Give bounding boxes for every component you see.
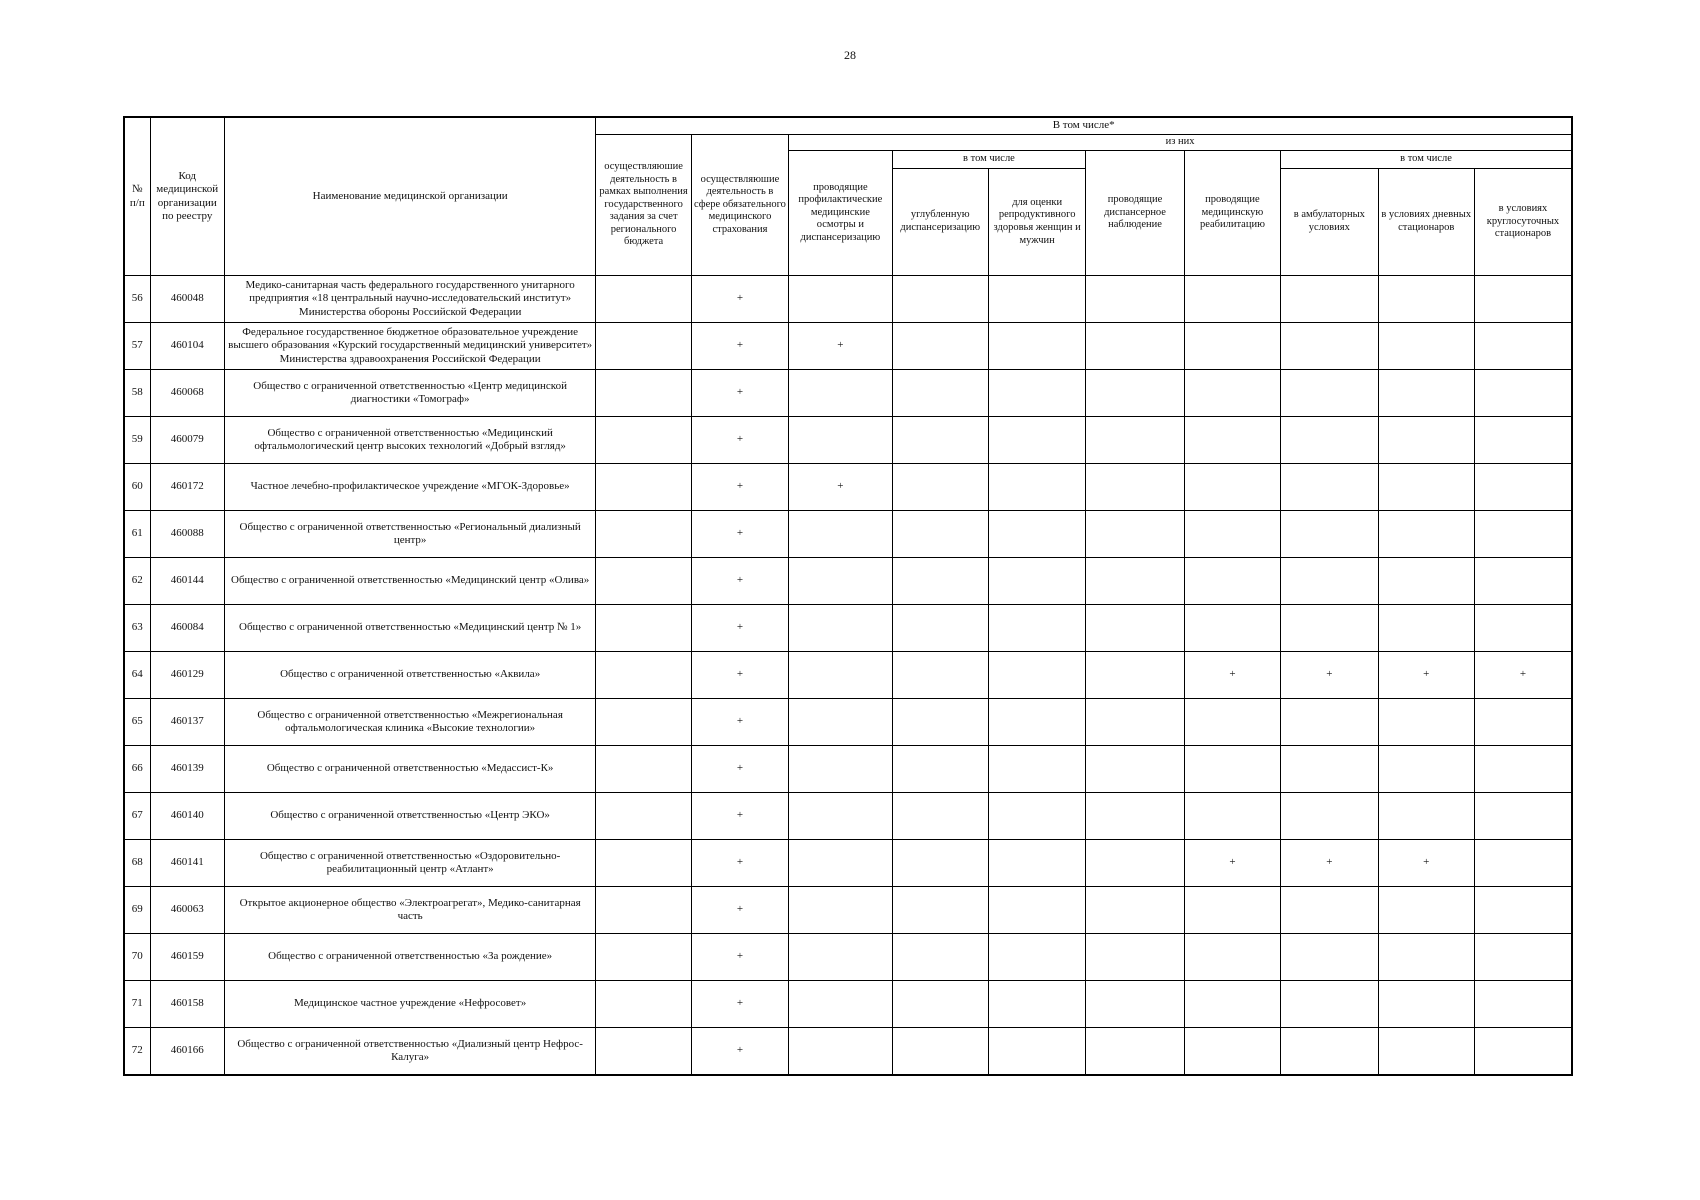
table-row <box>124 746 1572 793</box>
table-row <box>124 605 1572 652</box>
table-row <box>124 464 1572 511</box>
row-mark: + <box>691 652 788 699</box>
row-mark <box>1184 464 1280 511</box>
row-mark <box>1474 793 1572 840</box>
row-name: Открытое акционерное общество «Электроагрегат», Медико-санитарная часть <box>224 887 596 934</box>
row-mark <box>596 417 691 464</box>
row-mark <box>596 887 691 934</box>
row-mark <box>1474 558 1572 605</box>
row-name: Общество с ограниченной ответственностью «За рождение» <box>224 934 596 981</box>
row-mark <box>1474 605 1572 652</box>
row-code: 460104 <box>150 323 224 370</box>
row-mark <box>1281 746 1378 793</box>
row-mark <box>988 887 1085 934</box>
row-mark <box>988 417 1085 464</box>
table-row <box>124 840 1572 887</box>
row-mark <box>892 934 988 981</box>
row-mark <box>789 605 892 652</box>
row-code: 460144 <box>150 558 224 605</box>
row-mark <box>1474 370 1572 417</box>
row-mark: + <box>1378 840 1474 887</box>
row-num: 69 <box>124 887 150 934</box>
row-name: Общество с ограниченной ответственностью «Центр медицинской диагностики «Томограф» <box>224 370 596 417</box>
row-mark: + <box>691 887 788 934</box>
row-mark <box>1184 370 1280 417</box>
row-mark <box>1378 464 1474 511</box>
row-mark <box>988 981 1085 1028</box>
row-mark <box>789 981 892 1028</box>
row-mark <box>892 1028 988 1075</box>
medical-organizations-table <box>123 116 1573 1076</box>
row-num: 66 <box>124 746 150 793</box>
row-mark <box>1086 323 1184 370</box>
row-mark: + <box>691 558 788 605</box>
row-mark <box>1378 934 1474 981</box>
row-mark <box>1474 699 1572 746</box>
row-mark <box>1281 276 1378 323</box>
row-mark: + <box>1378 652 1474 699</box>
row-mark <box>789 699 892 746</box>
header-rehab: проводящие медицинскую реабилитацию <box>1184 151 1280 276</box>
header-budget: осуществляюшие деятельность в рамках выполнения государственного задания за счет регионального бюджета <box>596 135 691 276</box>
table-row <box>124 511 1572 558</box>
row-name: Общество с ограниченной ответственностью «Центр ЭКО» <box>224 793 596 840</box>
row-mark <box>1184 699 1280 746</box>
row-mark <box>1184 793 1280 840</box>
table-row <box>124 887 1572 934</box>
row-num: 56 <box>124 276 150 323</box>
row-mark: + <box>789 464 892 511</box>
row-mark: + <box>1281 652 1378 699</box>
row-code: 460048 <box>150 276 224 323</box>
row-mark: + <box>1281 840 1378 887</box>
row-name: Общество с ограниченной ответственностью «Медассист-К» <box>224 746 596 793</box>
header-prof: проводящие профилактические медицинские осмотры и диспансеризацию <box>789 151 892 276</box>
row-mark <box>596 746 691 793</box>
row-name: Общество с ограниченной ответственностью «Медицинский центр № 1» <box>224 605 596 652</box>
row-mark <box>988 746 1085 793</box>
row-mark <box>789 652 892 699</box>
row-code: 460063 <box>150 887 224 934</box>
header-v-tom-chisle: В том числе* <box>596 117 1572 135</box>
row-mark <box>596 934 691 981</box>
row-mark <box>1086 887 1184 934</box>
page-number: 28 <box>844 48 856 62</box>
table-row <box>124 323 1572 370</box>
row-mark <box>892 417 988 464</box>
row-mark: + <box>691 746 788 793</box>
row-mark <box>596 558 691 605</box>
header-day: в условиях дневных стационаров <box>1378 169 1474 276</box>
row-mark <box>596 605 691 652</box>
row-mark <box>596 370 691 417</box>
row-mark <box>1086 699 1184 746</box>
row-mark <box>1086 417 1184 464</box>
row-mark <box>1086 934 1184 981</box>
row-name: Общество с ограниченной ответственностью «Диализный центр Нефрос-Калуга» <box>224 1028 596 1075</box>
table-row <box>124 981 1572 1028</box>
row-mark <box>1378 887 1474 934</box>
row-mark: + <box>691 840 788 887</box>
row-mark <box>789 558 892 605</box>
header-iz-nih: из них <box>789 135 1572 151</box>
row-mark <box>596 1028 691 1075</box>
row-mark <box>1086 464 1184 511</box>
row-mark <box>1281 793 1378 840</box>
row-code: 460068 <box>150 370 224 417</box>
table-header <box>124 117 1572 276</box>
row-mark <box>1281 323 1378 370</box>
row-name: Федеральное государственное бюджетное образовательное учреждение высшего образования «Курский государственный медицинский университет» Министерства здравоохранения Российской Федерации <box>224 323 596 370</box>
header-v-tom-chisle-1: в том числе <box>892 151 1086 169</box>
row-mark <box>596 276 691 323</box>
table-row <box>124 1028 1572 1075</box>
header-num: № п/п <box>124 117 150 276</box>
row-mark <box>789 793 892 840</box>
row-num: 61 <box>124 511 150 558</box>
row-code: 460079 <box>150 417 224 464</box>
row-mark <box>1378 981 1474 1028</box>
row-mark <box>892 840 988 887</box>
row-mark <box>789 934 892 981</box>
row-mark <box>892 558 988 605</box>
row-mark <box>1474 511 1572 558</box>
row-mark <box>1281 699 1378 746</box>
row-mark <box>1184 605 1280 652</box>
row-mark <box>1378 558 1474 605</box>
table-row <box>124 934 1572 981</box>
row-mark <box>1378 370 1474 417</box>
row-mark <box>1086 981 1184 1028</box>
row-num: 67 <box>124 793 150 840</box>
row-mark: + <box>789 323 892 370</box>
row-mark <box>789 511 892 558</box>
row-mark: + <box>691 276 788 323</box>
row-mark: + <box>691 511 788 558</box>
row-mark <box>1086 746 1184 793</box>
row-mark <box>789 1028 892 1075</box>
row-mark <box>596 511 691 558</box>
row-mark <box>892 464 988 511</box>
row-code: 460140 <box>150 793 224 840</box>
row-mark <box>988 464 1085 511</box>
row-mark <box>1378 699 1474 746</box>
row-mark <box>1184 746 1280 793</box>
row-mark <box>596 981 691 1028</box>
row-mark <box>1281 511 1378 558</box>
table-row <box>124 699 1572 746</box>
row-mark <box>789 276 892 323</box>
row-name: Частное лечебно-профилактическое учреждение «МГОК-Здоровье» <box>224 464 596 511</box>
row-mark <box>1184 323 1280 370</box>
row-mark <box>1086 840 1184 887</box>
row-mark <box>988 793 1085 840</box>
row-mark <box>1281 417 1378 464</box>
row-num: 63 <box>124 605 150 652</box>
row-mark: + <box>1474 652 1572 699</box>
row-mark <box>1184 887 1280 934</box>
row-mark <box>1086 1028 1184 1075</box>
row-mark <box>892 746 988 793</box>
row-num: 58 <box>124 370 150 417</box>
row-mark <box>596 652 691 699</box>
row-mark: + <box>691 370 788 417</box>
row-name: Общество с ограниченной ответственностью «Медицинский офтальмологический центр высоких технологий «Добрый взгляд» <box>224 417 596 464</box>
row-mark <box>1474 323 1572 370</box>
row-mark <box>1474 1028 1572 1075</box>
row-mark <box>988 276 1085 323</box>
row-mark <box>789 887 892 934</box>
row-code: 460166 <box>150 1028 224 1075</box>
table-row <box>124 417 1572 464</box>
row-mark <box>892 981 988 1028</box>
row-name: Общество с ограниченной ответственностью «Оздоровительно-реабилитационный центр «Атлант» <box>224 840 596 887</box>
row-mark: + <box>691 417 788 464</box>
row-mark: + <box>691 1028 788 1075</box>
row-mark <box>1378 323 1474 370</box>
row-mark <box>1474 887 1572 934</box>
row-mark <box>892 511 988 558</box>
table-body <box>124 276 1572 1075</box>
row-name: Общество с ограниченной ответственностью «Медицинский центр «Олива» <box>224 558 596 605</box>
row-mark <box>892 652 988 699</box>
row-name: Общество с ограниченной ответственностью «Аквила» <box>224 652 596 699</box>
row-code: 460172 <box>150 464 224 511</box>
row-mark <box>1184 558 1280 605</box>
row-mark <box>892 793 988 840</box>
row-mark <box>1281 887 1378 934</box>
row-mark <box>1378 417 1474 464</box>
row-num: 57 <box>124 323 150 370</box>
row-mark <box>1281 605 1378 652</box>
row-code: 460088 <box>150 511 224 558</box>
row-mark <box>988 652 1085 699</box>
row-mark <box>988 699 1085 746</box>
row-mark <box>892 699 988 746</box>
row-mark <box>789 746 892 793</box>
row-mark <box>596 699 691 746</box>
row-mark <box>892 605 988 652</box>
row-mark <box>1474 417 1572 464</box>
row-mark <box>1086 605 1184 652</box>
row-code: 460084 <box>150 605 224 652</box>
row-mark <box>1281 981 1378 1028</box>
row-mark <box>1281 1028 1378 1075</box>
row-mark <box>789 370 892 417</box>
row-name: Общество с ограниченной ответственностью «Межрегиональная офтальмологическая клиника «Высокие технологии» <box>224 699 596 746</box>
row-mark <box>1184 934 1280 981</box>
row-mark: + <box>691 934 788 981</box>
row-mark <box>988 840 1085 887</box>
row-mark: + <box>691 605 788 652</box>
row-mark <box>1184 1028 1280 1075</box>
row-mark <box>1086 276 1184 323</box>
row-mark <box>1184 981 1280 1028</box>
header-v-tom-chisle-2: в том числе <box>1281 151 1572 169</box>
row-mark <box>1086 558 1184 605</box>
row-mark <box>1474 981 1572 1028</box>
row-name: Общество с ограниченной ответственностью «Региональный диализный центр» <box>224 511 596 558</box>
row-mark <box>596 464 691 511</box>
row-mark <box>1086 370 1184 417</box>
row-code: 460129 <box>150 652 224 699</box>
header-disp: проводящие диспансерное наблюдение <box>1086 151 1184 276</box>
row-mark <box>1281 370 1378 417</box>
row-mark <box>1378 746 1474 793</box>
row-mark <box>1184 417 1280 464</box>
row-mark <box>596 323 691 370</box>
row-mark <box>1378 793 1474 840</box>
row-mark <box>1086 652 1184 699</box>
row-name: Медико-санитарная часть федерального государственного унитарного предприятия «18 центральный научно-исследовательский институт» Министерства обороны Российской Федерации <box>224 276 596 323</box>
table-row <box>124 370 1572 417</box>
row-num: 64 <box>124 652 150 699</box>
header-code: Код медицинской организации по реестру <box>150 117 224 276</box>
row-num: 72 <box>124 1028 150 1075</box>
row-mark <box>1474 934 1572 981</box>
header-name: Наименование медицинской организации <box>224 117 596 276</box>
header-oms: осуществляюшие деятельность в сфере обязательного медицинского страхования <box>691 135 788 276</box>
row-mark: + <box>1184 652 1280 699</box>
row-mark <box>988 323 1085 370</box>
row-mark <box>1086 511 1184 558</box>
row-mark <box>988 1028 1085 1075</box>
row-num: 59 <box>124 417 150 464</box>
row-num: 60 <box>124 464 150 511</box>
row-code: 460141 <box>150 840 224 887</box>
row-mark <box>1281 558 1378 605</box>
row-mark <box>596 840 691 887</box>
row-num: 71 <box>124 981 150 1028</box>
row-mark: + <box>691 793 788 840</box>
header-deep: углубленную диспансеризацию <box>892 169 988 276</box>
row-mark <box>1474 746 1572 793</box>
row-mark <box>988 558 1085 605</box>
row-name: Медицинское частное учреждение «Нефросовет» <box>224 981 596 1028</box>
row-mark <box>1378 605 1474 652</box>
row-mark <box>1281 934 1378 981</box>
row-mark <box>892 370 988 417</box>
table-row <box>124 652 1572 699</box>
row-mark <box>892 887 988 934</box>
row-mark <box>1378 1028 1474 1075</box>
row-mark <box>988 511 1085 558</box>
row-mark <box>1474 464 1572 511</box>
row-mark <box>988 934 1085 981</box>
row-mark <box>892 323 988 370</box>
row-num: 65 <box>124 699 150 746</box>
table-row <box>124 276 1572 323</box>
header-amb: в амбулаторных условиях <box>1281 169 1378 276</box>
row-mark <box>1184 511 1280 558</box>
row-num: 70 <box>124 934 150 981</box>
row-mark <box>1378 511 1474 558</box>
table-row <box>124 558 1572 605</box>
row-mark <box>789 840 892 887</box>
row-mark <box>596 793 691 840</box>
header-repro: для оценки репродуктивного здоровья женщин и мужчин <box>988 169 1085 276</box>
row-mark: + <box>691 323 788 370</box>
row-mark: + <box>691 699 788 746</box>
row-mark <box>892 276 988 323</box>
row-mark <box>1378 276 1474 323</box>
row-num: 68 <box>124 840 150 887</box>
row-mark <box>1474 276 1572 323</box>
row-mark: + <box>691 981 788 1028</box>
row-mark <box>1184 276 1280 323</box>
row-code: 460137 <box>150 699 224 746</box>
row-mark <box>789 417 892 464</box>
row-mark <box>988 370 1085 417</box>
row-mark: + <box>1184 840 1280 887</box>
row-num: 62 <box>124 558 150 605</box>
row-mark <box>1086 793 1184 840</box>
row-code: 460159 <box>150 934 224 981</box>
row-code: 460158 <box>150 981 224 1028</box>
header-round: в условиях круглосуточных стационаров <box>1474 169 1572 276</box>
table-row <box>124 793 1572 840</box>
row-mark <box>1474 840 1572 887</box>
row-mark: + <box>691 464 788 511</box>
row-mark <box>988 605 1085 652</box>
row-code: 460139 <box>150 746 224 793</box>
row-mark <box>1281 464 1378 511</box>
